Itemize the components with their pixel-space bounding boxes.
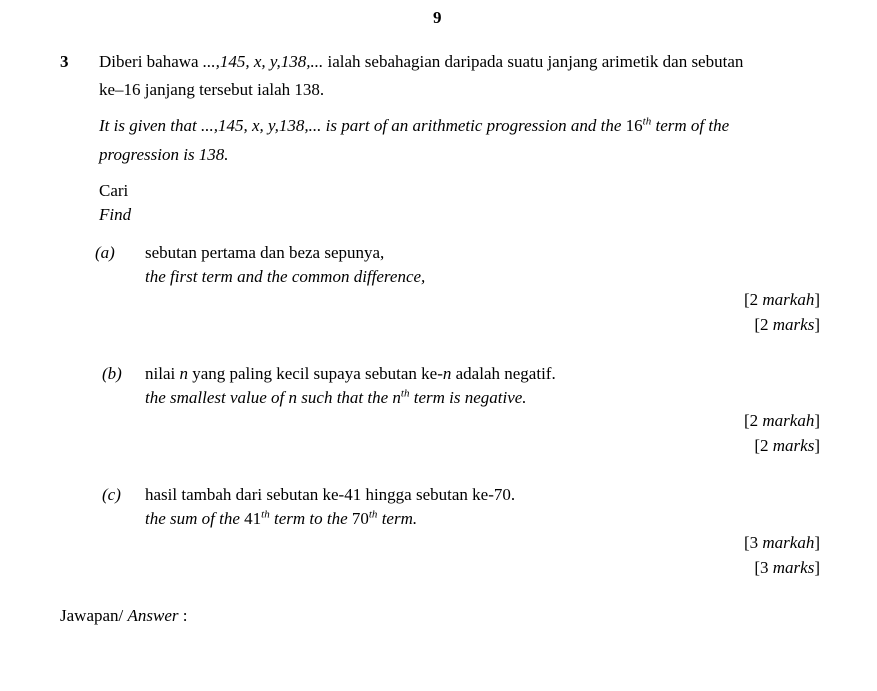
part-b-label: (b) bbox=[102, 364, 122, 383]
var-n: n bbox=[179, 364, 188, 383]
find-english: Find bbox=[99, 205, 132, 224]
text: term of the bbox=[651, 116, 730, 135]
text: adalah negatif. bbox=[451, 364, 556, 383]
text: : bbox=[178, 606, 188, 625]
marks-num: [3 bbox=[743, 533, 763, 552]
text: Jawapan/ bbox=[60, 606, 128, 625]
marks-num: [3 bbox=[754, 558, 773, 577]
part-a-english: the first term and the common difference, bbox=[145, 267, 426, 286]
text: is part of an arithmetic progression and the bbox=[321, 116, 626, 135]
text: nilai bbox=[145, 364, 180, 383]
find-malay: Cari bbox=[99, 181, 129, 200]
part-a-marks-malay: [2 markah] bbox=[743, 290, 820, 309]
text: term is negative. bbox=[409, 388, 527, 407]
ordinal-suffix: th bbox=[400, 387, 410, 400]
ordinal: 16 bbox=[625, 116, 643, 135]
question-english-line1 bbox=[99, 116, 729, 136]
part-c-malay: hasil tambah dari sebutan ke-41 hingga sebutan ke-70. bbox=[145, 485, 516, 504]
part-a-malay: sebutan pertama dan beza sepunya, bbox=[145, 243, 385, 262]
marks-num: [2 bbox=[743, 290, 763, 309]
sequence: ...,145, x, y,138,... bbox=[200, 116, 322, 135]
part-a-marks-english: [2 marks] bbox=[754, 315, 820, 334]
part-c-marks-malay: [3 markah] bbox=[743, 533, 820, 552]
text: the sum of the bbox=[145, 509, 245, 528]
text: yang paling kecil supaya sebutan ke- bbox=[187, 364, 443, 383]
ordinal: 70 bbox=[351, 509, 369, 528]
text: term to the bbox=[269, 509, 352, 528]
var-n: n bbox=[442, 364, 452, 383]
ordinal-suffix: th bbox=[368, 508, 378, 521]
part-c-marks-english: [3 marks] bbox=[754, 558, 820, 577]
marks-num: [2 bbox=[743, 411, 763, 430]
marks-word: marks bbox=[772, 315, 815, 334]
marks-word: marks bbox=[772, 436, 815, 455]
part-b-marks-english: [2 marks] bbox=[754, 436, 820, 455]
marks-word: marks bbox=[772, 558, 815, 577]
text: Diberi bahawa bbox=[99, 52, 203, 71]
ordinal: 41 bbox=[244, 509, 262, 528]
answer-label bbox=[60, 606, 188, 626]
question-malay-line1 bbox=[99, 52, 743, 72]
marks-word: markah bbox=[762, 290, 815, 309]
text: the smallest value of n such that the n bbox=[145, 388, 401, 407]
part-b-malay bbox=[145, 364, 556, 384]
text: progression is 138. bbox=[99, 145, 229, 164]
ordinal-suffix: th bbox=[261, 508, 270, 521]
marks-word: markah bbox=[762, 533, 815, 552]
part-a-label: (a) bbox=[95, 243, 115, 262]
marks-num: [2 bbox=[754, 315, 773, 334]
question-malay-line2: ke–16 janjang tersebut ialah 138. bbox=[99, 80, 325, 99]
part-c-label: (c) bbox=[102, 485, 121, 504]
question-number: 3 bbox=[60, 52, 69, 71]
part-b-english bbox=[145, 388, 527, 408]
part-c-english bbox=[145, 509, 417, 529]
marks-word: markah bbox=[762, 411, 815, 430]
ordinal-suffix: th bbox=[642, 115, 652, 128]
text: ialah sebahagian daripada suatu janjang arimetik dan sebutan bbox=[323, 52, 744, 71]
text: It is given that bbox=[99, 116, 201, 135]
text: term. bbox=[377, 509, 418, 528]
part-b-marks-malay: [2 markah] bbox=[743, 411, 820, 430]
text: Answer bbox=[127, 606, 179, 625]
question-english-line2 bbox=[99, 145, 229, 165]
sequence: ...,145, x, y,138,... bbox=[202, 52, 324, 71]
page-number: 9 bbox=[433, 8, 442, 27]
marks-num: [2 bbox=[754, 436, 773, 455]
